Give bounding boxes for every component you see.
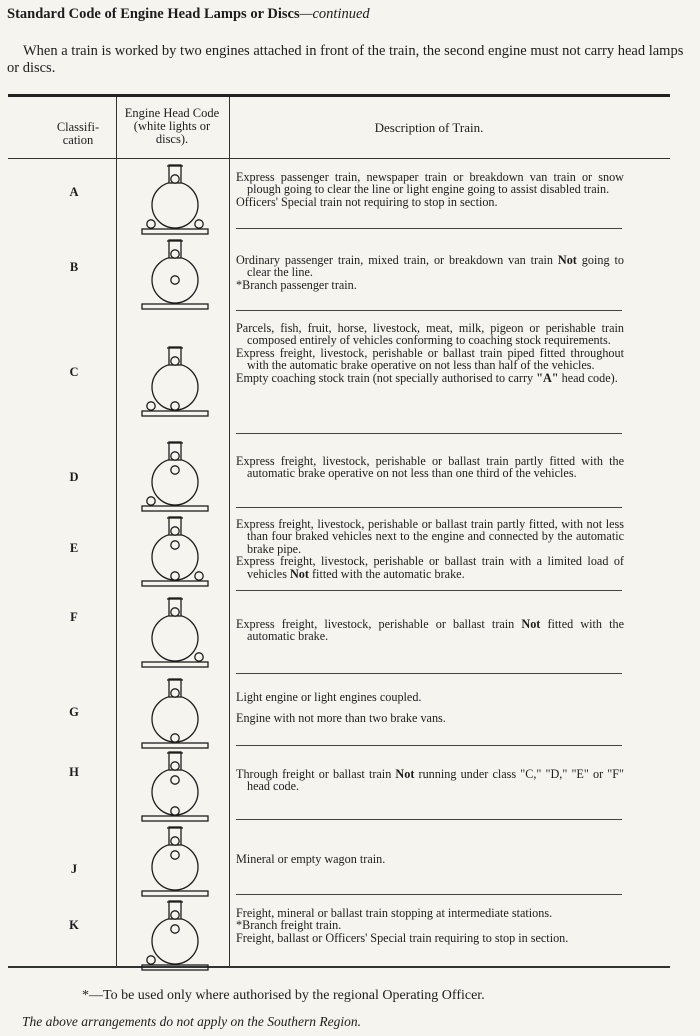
head-lamp-center-low — [171, 734, 179, 742]
classification-k: K — [69, 918, 79, 932]
description-line: Express freight, livestock, perishable or ballast train partly fitted with the automatic brake operative on not less than one third of the vehicles. — [236, 454, 624, 481]
head-lamp-center-high — [171, 925, 179, 933]
row-divider — [236, 433, 622, 434]
table-top-rule — [8, 94, 670, 97]
engine-head-code-j — [140, 825, 210, 897]
classification-e: E — [69, 541, 79, 555]
description-line: Engine with not more than two brake vans. — [236, 711, 446, 726]
row-divider — [236, 894, 622, 895]
description-line: Express freight, livestock, perishable or ballast train Not fitted with the automatic brake. — [236, 617, 624, 644]
engine-boiler-outline — [152, 615, 198, 661]
engine-head-code-f — [140, 596, 210, 668]
head-lamp-left — [147, 956, 155, 964]
engine-head-code-k — [140, 899, 210, 971]
row-divider — [236, 507, 622, 508]
classification-g: G — [69, 705, 79, 719]
head-lamp-right — [195, 653, 203, 661]
engine-head-code-b — [140, 238, 210, 310]
description-line: Express freight, livestock, perishable or ballast train with a limited load of vehicles Not fitted with the automatic brake. — [236, 554, 624, 581]
engine-head-code-e — [140, 515, 210, 587]
classification-j: J — [70, 862, 78, 876]
head-lamp-top — [171, 452, 179, 460]
head-lamp-top — [171, 250, 179, 258]
head-lamp-top — [171, 837, 179, 845]
engine-buffer-beam — [142, 965, 208, 970]
row-divider — [236, 745, 622, 746]
engine-buffer-beam — [142, 506, 208, 511]
description-line: Freight, ballast or Officers' Special train requiring to stop in section. — [236, 930, 569, 945]
description-line: *Branch passenger train. — [236, 277, 357, 292]
engine-boiler-outline — [152, 182, 198, 228]
head-lamp-center-high — [171, 541, 179, 549]
engine-head-code-d — [140, 440, 210, 512]
description-line: Express passenger train, newspaper train or breakdown van train or snow plough going to clear the line or light engine going to assist disabled train. — [236, 170, 624, 197]
intro-paragraph: When a train is worked by two engines attached in front of the train, the second engine must not carry head lamps or discs. — [7, 43, 684, 76]
engine-buffer-beam — [142, 304, 208, 309]
head-lamp-top — [171, 911, 179, 919]
engine-buffer-beam — [142, 891, 208, 896]
head-lamp-center-high — [171, 776, 179, 784]
description-line: Officers' Special train not requiring to stop in section. — [236, 194, 498, 209]
classification-d: D — [69, 470, 79, 484]
engine-buffer-beam — [142, 411, 208, 416]
table-bottom-rule — [8, 966, 670, 968]
description-h — [236, 768, 624, 793]
head-lamp-top — [171, 175, 179, 183]
head-lamp-center-low — [171, 402, 179, 410]
description-d — [236, 455, 624, 480]
engine-head-code-a — [140, 163, 210, 235]
row-divider — [236, 590, 622, 591]
description-line: Light engine or light engines coupled. — [236, 690, 422, 704]
engine-buffer-beam — [142, 229, 208, 234]
header-description: Description of Train. — [374, 120, 484, 135]
engine-head-code-c — [140, 345, 210, 417]
header-engine-head-code: Engine Head Code (white lights or discs). — [124, 106, 220, 146]
head-lamp-left — [147, 220, 155, 228]
head-lamp-right — [195, 220, 203, 228]
description-line: Empty coaching stock train (not specially authorised to carry "A" head code). — [236, 370, 618, 385]
header-classification: Classifi- cation — [56, 120, 100, 147]
classification-f: F — [70, 610, 78, 624]
description-line: Through freight or ballast train Not running under class "C," "D," "E" or "F" head code. — [236, 767, 624, 794]
description-e — [236, 518, 624, 580]
column-divider — [229, 97, 230, 966]
description-line: Express freight, livestock, perishable or ballast train partly fitted, with not less than four braked vehicles next to the engine and connected by the automatic brake pipe. — [236, 517, 624, 556]
description-j — [236, 853, 624, 865]
head-lamp-left — [147, 497, 155, 505]
description-c — [236, 322, 624, 384]
classification-c: C — [69, 365, 79, 379]
head-lamp-left — [147, 402, 155, 410]
classification-h: H — [69, 765, 79, 779]
row-divider — [236, 819, 622, 820]
engine-buffer-beam — [142, 816, 208, 821]
footnote-southern-region: The above arrangements do not apply on the Southern Region. — [22, 1014, 361, 1029]
description-line: Express freight, livestock, perishable or ballast train piped fitted throughout with the automatic brake operative on not less than half of the vehicles. — [236, 345, 624, 373]
head-lamp-center — [171, 276, 179, 284]
engine-buffer-beam — [142, 581, 208, 586]
classification-a: A — [69, 185, 79, 199]
engine-head-code-h — [140, 750, 210, 822]
description-a — [236, 171, 624, 208]
footnote-asterisk: *—To be used only where authorised by the regional Operating Officer. — [82, 988, 485, 1003]
row-divider — [236, 310, 622, 311]
head-lamp-center-low — [171, 807, 179, 815]
description-line: Freight, mineral or ballast train stopping at intermediate stations. — [236, 906, 553, 920]
head-lamp-top — [171, 527, 179, 535]
description-k — [236, 907, 624, 944]
head-lamp-top — [171, 762, 179, 770]
classification-b: B — [69, 260, 79, 274]
engine-buffer-beam — [142, 662, 208, 667]
description-f — [236, 618, 624, 643]
head-lamp-top — [171, 608, 179, 616]
description-line: Ordinary passenger train, mixed train, or breakdown van train Not going to clear the line. — [236, 253, 624, 280]
head-lamp-top — [171, 357, 179, 365]
engine-buffer-beam — [142, 743, 208, 748]
head-lamp-center-high — [171, 851, 179, 859]
head-lamp-center-low — [171, 572, 179, 580]
header-rule — [8, 158, 670, 159]
description-b — [236, 254, 624, 291]
row-divider — [236, 228, 622, 229]
page-title: Standard Code of Engine Head Lamps or Discs—continued — [7, 6, 370, 22]
column-divider — [116, 97, 117, 966]
description-line: *Branch freight train. — [236, 918, 342, 933]
description-g — [236, 691, 624, 725]
engine-head-code-g — [140, 677, 210, 749]
head-lamp-right — [195, 572, 203, 580]
description-line: Parcels, fish, fruit, horse, livestock, meat, milk, pigeon or perishable train composed entirely of vehicles conforming to coaching stock requirements. — [236, 321, 624, 348]
head-lamp-center-high — [171, 466, 179, 474]
row-divider — [236, 673, 622, 674]
description-line: Mineral or empty wagon train. — [236, 852, 386, 866]
head-lamp-top — [171, 689, 179, 697]
